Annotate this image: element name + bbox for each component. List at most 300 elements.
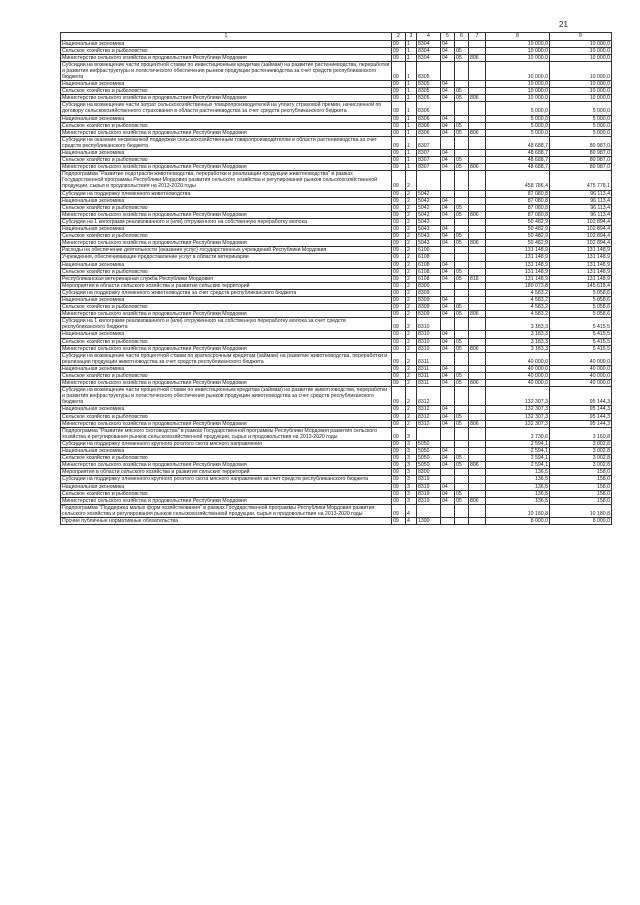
row-label: Субсидии на возмещение части процентной ставки по инвестиционным кредитам (займам) на развитие животноводства, переработки и развития инфраструктуры и логистического обеспечения рынков продукции животноводства за счет средств республиканского бюджета (61, 387, 392, 406)
row-expense-type (469, 476, 486, 483)
table-row (61, 296, 612, 303)
row-label: Республиканская ветеринарная служба Республики Мордовия (61, 275, 392, 282)
row-subsection-code (455, 448, 469, 455)
row-subsection-code: 05 (455, 380, 469, 387)
row-target-code: 8300 (417, 469, 441, 476)
row-program-code: 1 (406, 129, 417, 136)
row-amount-2015: 5 000,0 (486, 115, 550, 122)
row-amount-2016: 102 894,4 (550, 240, 612, 247)
row-label: Сельское хозяйство и рыболовство (61, 204, 392, 211)
row-amount-2016: 80 987,0 (550, 150, 612, 157)
row-program-code: 2 (406, 365, 417, 372)
table-row (61, 469, 612, 476)
row-expense-type: 806 (469, 311, 486, 318)
row-amount-2016: 95 144,3 (550, 420, 612, 427)
row-section-code: 04 (441, 261, 455, 268)
row-ministry-code: 09 (392, 504, 406, 517)
table-row (61, 218, 612, 225)
row-section-code: 04 (441, 490, 455, 497)
row-expense-type (469, 318, 486, 331)
row-program-code: 1 (406, 122, 417, 129)
row-amount-2015: 131 148,9 (486, 261, 550, 268)
row-section-code (441, 427, 455, 440)
row-program-code: 2 (406, 275, 417, 282)
row-amount-2015: 3 183,3 (486, 331, 550, 338)
row-subsection-code (455, 81, 469, 88)
row-expense-type (469, 427, 486, 440)
row-amount-2015: 2 594,1 (486, 448, 550, 455)
row-section-code: 04 (441, 406, 455, 413)
row-amount-2015: 50 482,9 (486, 226, 550, 233)
row-target-code: 6108 (417, 268, 441, 275)
row-program-code: 2 (406, 282, 417, 289)
row-expense-type (469, 88, 486, 95)
row-amount-2016: 5 415,5 (550, 338, 612, 345)
row-subsection-code: 05 (455, 420, 469, 427)
row-expense-type: 806 (469, 129, 486, 136)
row-expense-type (469, 247, 486, 254)
row-amount-2016: 5 000,0 (550, 102, 612, 115)
table-row (61, 171, 612, 190)
row-amount-2015: 136,5 (486, 476, 550, 483)
row-program-code: 2 (406, 406, 417, 413)
row-subsection-code (455, 517, 469, 524)
row-amount-2016: 10 000,0 (550, 47, 612, 54)
row-section-code: 04 (441, 373, 455, 380)
row-amount-2016: 102 894,4 (550, 233, 612, 240)
row-ministry-code: 09 (392, 476, 406, 483)
row-ministry-code: 09 (392, 373, 406, 380)
row-target-code: 8319 (417, 483, 441, 490)
table-row (61, 61, 612, 80)
row-section-code (441, 254, 455, 261)
row-expense-type (469, 102, 486, 115)
row-target-code: 8305 (417, 95, 441, 102)
table-row (61, 476, 612, 483)
row-program-code: 2 (406, 233, 417, 240)
row-label: Министерство сельского хозяйства и продовольствия Республики Мордовия (61, 311, 392, 318)
row-ministry-code: 09 (392, 226, 406, 233)
row-expense-type: 806 (469, 95, 486, 102)
row-expense-type: 806 (469, 345, 486, 352)
table-row (61, 455, 612, 462)
row-program-code: 2 (406, 218, 417, 225)
row-amount-2016: 96 113,4 (550, 197, 612, 204)
table-row (61, 497, 612, 504)
row-section-code (441, 476, 455, 483)
row-program-code: 1 (406, 150, 417, 157)
row-subsection-code: 05 (455, 204, 469, 211)
row-program-code: 2 (406, 311, 417, 318)
row-program-code: 3 (406, 476, 417, 483)
row-section-code (441, 282, 455, 289)
row-target-code: 8311 (417, 352, 441, 365)
row-amount-2015: 5 000,0 (486, 122, 550, 129)
row-label: Национальная экономика (61, 226, 392, 233)
row-amount-2015: 2 594,1 (486, 462, 550, 469)
row-amount-2015: 131 148,9 (486, 247, 550, 254)
row-target-code: 8310 (417, 338, 441, 345)
row-label: Субсидии на возмещение части затрат сельскохозяйственных товаропроизводителей на уплату страховой премии, начисленной по договору сельскохозяйственного страхования в области растениеводства за счет средств республиканского бюджета (61, 102, 392, 115)
row-expense-type (469, 504, 486, 517)
row-target-code: 8312 (417, 387, 441, 406)
table-row (61, 373, 612, 380)
header-cell: 2 (392, 33, 406, 41)
header-cell: 3 (406, 33, 417, 41)
row-amount-2016: 10 000,0 (550, 81, 612, 88)
row-section-code: 04 (441, 296, 455, 303)
row-amount-2015: 50 482,9 (486, 218, 550, 225)
row-section-code (441, 218, 455, 225)
row-subsection-code (455, 331, 469, 338)
row-label: Национальная экономика (61, 448, 392, 455)
row-label: Субсидии на поддержку племенного животноводства (61, 190, 392, 197)
row-program-code: 1 (406, 40, 417, 47)
row-program-code: 1 (406, 157, 417, 164)
table-row (61, 490, 612, 497)
row-subsection-code: 05 (455, 311, 469, 318)
row-amount-2016: 10 180,8 (550, 504, 612, 517)
row-label: Субсидии на возмещение части процентной ставки по инвестиционным кредитам (займам) на развитие растениеводства, переработки и развития инфраструктуры и логистического обеспечения рынков продукции растениеводства за счет средств республиканского бюджета (61, 61, 392, 80)
row-label: Сельское хозяйство и рыболовство (61, 157, 392, 164)
row-amount-2015: 458 786,4 (486, 171, 550, 190)
row-section-code: 04 (441, 497, 455, 504)
row-subsection-code (455, 226, 469, 233)
row-amount-2016: 158,0 (550, 490, 612, 497)
row-amount-2016: 80 987,0 (550, 136, 612, 149)
row-amount-2016: 3 002,8 (550, 448, 612, 455)
row-amount-2016: 40 000,0 (550, 373, 612, 380)
row-program-code: 3 (406, 469, 417, 476)
row-target-code: 8304 (417, 54, 441, 61)
row-program-code: 2 (406, 352, 417, 365)
row-amount-2016: 40 000,0 (550, 380, 612, 387)
row-expense-type (469, 40, 486, 47)
row-program-code: 2 (406, 211, 417, 218)
row-amount-2015: 131 148,9 (486, 275, 550, 282)
row-label: Национальная экономика (61, 406, 392, 413)
row-subsection-code (455, 261, 469, 268)
row-ministry-code: 09 (392, 406, 406, 413)
row-section-code: 04 (441, 455, 455, 462)
row-target-code: 8300 (417, 282, 441, 289)
row-program-code: 4 (406, 517, 417, 524)
row-expense-type (469, 115, 486, 122)
row-ministry-code: 09 (392, 483, 406, 490)
row-subsection-code: 05 (455, 211, 469, 218)
table-row (61, 150, 612, 157)
row-expense-type (469, 197, 486, 204)
row-subsection-code (455, 136, 469, 149)
row-amount-2016: 40 000,0 (550, 365, 612, 372)
row-label: Сельское хозяйство и рыболовство (61, 122, 392, 129)
row-section-code (441, 190, 455, 197)
table-row (61, 233, 612, 240)
row-ministry-code: 09 (392, 204, 406, 211)
row-ministry-code: 09 (392, 455, 406, 462)
row-program-code: 1 (406, 102, 417, 115)
row-ministry-code: 09 (392, 469, 406, 476)
row-target-code: 6100 (417, 247, 441, 254)
row-program-code: 2 (406, 338, 417, 345)
row-amount-2016: 80 987,0 (550, 157, 612, 164)
row-section-code (441, 136, 455, 149)
table-row (61, 254, 612, 261)
row-amount-2016: 96 113,4 (550, 204, 612, 211)
row-label: Субсидии на оказание несвязанной поддержки сельскохозяйственным товаропроизводителям в области растениеводства за счет средств республиканского бюджета (61, 136, 392, 149)
table-row (61, 261, 612, 268)
table-row (61, 226, 612, 233)
row-section-code: 04 (441, 88, 455, 95)
row-label: Сельское хозяйство и рыболовство (61, 88, 392, 95)
row-amount-2016: 5 000,0 (550, 115, 612, 122)
row-program-code: 1 (406, 61, 417, 80)
row-ministry-code: 09 (392, 54, 406, 61)
row-expense-type (469, 233, 486, 240)
row-ministry-code: 09 (392, 275, 406, 282)
row-expense-type (469, 81, 486, 88)
row-amount-2015: 10 000,0 (486, 47, 550, 54)
table-row (61, 338, 612, 345)
header-cell: 7 (469, 33, 486, 41)
row-expense-type (469, 171, 486, 190)
row-target-code: 8310 (417, 318, 441, 331)
row-expense-type (469, 282, 486, 289)
table-row (61, 247, 612, 254)
header-cell: 4 (417, 33, 441, 41)
row-section-code: 04 (441, 331, 455, 338)
table-row (61, 122, 612, 129)
row-amount-2016: 5 000,0 (550, 122, 612, 129)
row-ministry-code: 09 (392, 129, 406, 136)
row-subsection-code: 05 (455, 373, 469, 380)
row-amount-2015: 48 688,7 (486, 150, 550, 157)
row-ministry-code: 09 (392, 413, 406, 420)
row-label: Подпрограмма "Развитие подотрасли животноводства, переработки и реализации продукции животноводства" в рамках Государственной программы Республики Мордовия развития сельского хозяйства и регулирования рынков сельскохозяйственной продукции, сырья и продовольствия на 2013-2020 годы (61, 171, 392, 190)
row-target-code: 8306 (417, 122, 441, 129)
row-expense-type (469, 331, 486, 338)
budget-table (60, 32, 612, 525)
row-target-code: 8311 (417, 373, 441, 380)
row-ministry-code: 09 (392, 427, 406, 440)
row-amount-2016: 3 160,8 (550, 427, 612, 440)
row-label: Сельское хозяйство и рыболовство (61, 455, 392, 462)
row-subsection-code (455, 427, 469, 440)
row-amount-2016: 96 113,4 (550, 190, 612, 197)
row-expense-type (469, 204, 486, 211)
row-amount-2015: 40 000,0 (486, 365, 550, 372)
row-subsection-code: 05 (455, 129, 469, 136)
row-program-code: 2 (406, 296, 417, 303)
table-row (61, 380, 612, 387)
row-amount-2016: 5 058,6 (550, 311, 612, 318)
row-label: Министерство сельского хозяйства и продовольствия Республики Мордовия (61, 420, 392, 427)
row-program-code: 1 (406, 88, 417, 95)
row-expense-type: 806 (469, 462, 486, 469)
row-ministry-code: 09 (392, 517, 406, 524)
row-section-code: 04 (441, 462, 455, 469)
row-label: Национальная экономика (61, 81, 392, 88)
row-target-code: 5043 (417, 218, 441, 225)
row-section-code: 04 (441, 197, 455, 204)
row-amount-2016: 131 148,9 (550, 261, 612, 268)
row-label: Субсидии на поддержку племенного животноводства за счет средств республиканского бюджета (61, 289, 392, 296)
row-amount-2015: 10 000,0 (486, 54, 550, 61)
row-subsection-code (455, 440, 469, 447)
row-expense-type (469, 47, 486, 54)
row-target-code: 8319 (417, 476, 441, 483)
row-subsection-code (455, 476, 469, 483)
row-amount-2015: 136,5 (486, 483, 550, 490)
row-amount-2015: 10 000,0 (486, 61, 550, 80)
row-target-code: 8311 (417, 380, 441, 387)
row-ministry-code: 09 (392, 197, 406, 204)
row-section-code (441, 289, 455, 296)
row-amount-2015: 132 307,3 (486, 420, 550, 427)
row-amount-2015: 131 148,9 (486, 268, 550, 275)
row-target-code: 8307 (417, 157, 441, 164)
row-program-code: 1 (406, 115, 417, 122)
row-subsection-code (455, 483, 469, 490)
table-row (61, 115, 612, 122)
row-ministry-code: 09 (392, 440, 406, 447)
row-ministry-code: 09 (392, 218, 406, 225)
row-amount-2015: 132 307,3 (486, 406, 550, 413)
table-row (61, 88, 612, 95)
row-amount-2015: 48 688,7 (486, 157, 550, 164)
row-target-code: 8311 (417, 365, 441, 372)
row-expense-type (469, 289, 486, 296)
row-expense-type (469, 190, 486, 197)
row-amount-2016: 3 002,8 (550, 462, 612, 469)
row-label: Учреждения, обеспечивающие предоставление услуг в области ветеринарии (61, 254, 392, 261)
table-row (61, 47, 612, 54)
row-ministry-code: 09 (392, 164, 406, 171)
row-target-code: 8307 (417, 150, 441, 157)
row-expense-type (469, 122, 486, 129)
row-target-code: 5042 (417, 211, 441, 218)
row-target-code: 6108 (417, 254, 441, 261)
row-label: Национальная экономика (61, 261, 392, 268)
row-target-code: 8312 (417, 420, 441, 427)
row-ministry-code: 09 (392, 345, 406, 352)
row-expense-type: 806 (469, 420, 486, 427)
row-target-code: 6108 (417, 261, 441, 268)
row-amount-2015: 40 000,0 (486, 380, 550, 387)
row-program-code: 4 (406, 504, 417, 517)
row-subsection-code: 05 (455, 413, 469, 420)
row-section-code: 04 (441, 47, 455, 54)
row-program-code: 2 (406, 240, 417, 247)
row-section-code (441, 352, 455, 365)
row-subsection-code (455, 102, 469, 115)
row-ministry-code: 09 (392, 81, 406, 88)
row-ministry-code: 09 (392, 190, 406, 197)
row-label: Министерство сельского хозяйства и продовольствия Республики Мордовия (61, 462, 392, 469)
row-expense-type (469, 373, 486, 380)
row-amount-2015: 48 688,7 (486, 136, 550, 149)
row-label: Сельское хозяйство и рыболовство (61, 373, 392, 380)
row-subsection-code (455, 296, 469, 303)
row-subsection-code (455, 218, 469, 225)
row-amount-2016: 158,0 (550, 497, 612, 504)
row-label: Сельское хозяйство и рыболовство (61, 268, 392, 275)
row-subsection-code (455, 469, 469, 476)
row-program-code: 2 (406, 345, 417, 352)
row-amount-2015: 132 307,3 (486, 413, 550, 420)
page-number: 21 (559, 20, 568, 29)
table-row (61, 318, 612, 331)
row-section-code: 04 (441, 157, 455, 164)
row-program-code: 2 (406, 304, 417, 311)
row-label: Субсидии на 1 килограмм реализованного и (или) отгруженного на собственную переработку молока за счет средств республиканского бюджета (61, 318, 392, 331)
row-subsection-code (455, 40, 469, 47)
row-target-code: 8309 (417, 289, 441, 296)
row-ministry-code: 09 (392, 115, 406, 122)
row-program-code: 2 (406, 268, 417, 275)
row-amount-2015: 136,5 (486, 497, 550, 504)
row-target-code: 8309 (417, 296, 441, 303)
row-amount-2016: 131 148,9 (550, 268, 612, 275)
table-row (61, 345, 612, 352)
table-row (61, 311, 612, 318)
row-label: Министерство сельского хозяйства и продовольствия Республики Мордовия (61, 164, 392, 171)
row-section-code (441, 102, 455, 115)
row-section-code: 04 (441, 150, 455, 157)
row-program-code: 3 (406, 427, 417, 440)
row-amount-2016: 131 148,9 (550, 254, 612, 261)
row-amount-2015: 40 000,0 (486, 352, 550, 365)
row-amount-2016: 10 000,0 (550, 88, 612, 95)
row-amount-2016: 80 987,0 (550, 164, 612, 171)
header-cell: 9 (550, 33, 612, 41)
row-subsection-code (455, 247, 469, 254)
row-target-code: 8307 (417, 136, 441, 149)
row-label: Сельское хозяйство и рыболовство (61, 47, 392, 54)
row-ministry-code: 09 (392, 261, 406, 268)
row-amount-2016: 10 000,0 (550, 61, 612, 80)
row-amount-2015: 180 073,8 (486, 282, 550, 289)
row-ministry-code: 09 (392, 352, 406, 365)
table-row (61, 331, 612, 338)
row-target-code: 5042 (417, 197, 441, 204)
row-label: Расходы на обеспечение деятельности (оказание услуг) государственных учреждений Республики Мордовия (61, 247, 392, 254)
row-label: Национальная экономика (61, 115, 392, 122)
row-amount-2015: 3 183,3 (486, 318, 550, 331)
row-label: Национальная экономика (61, 483, 392, 490)
row-amount-2016: 95 144,3 (550, 413, 612, 420)
row-label: Подпрограмма "Развитие мясного скотоводства" в рамках Государственной программы Республики Мордовия развития сельского хозяйства и регулирования рынков сельскохозяйственной продукции, сырья и продовольствия на 2013-2020 годы (61, 427, 392, 440)
row-ministry-code: 09 (392, 387, 406, 406)
row-program-code: 2 (406, 413, 417, 420)
row-section-code (441, 387, 455, 406)
row-label: Сельское хозяйство и рыболовство (61, 413, 392, 420)
row-section-code: 04 (441, 338, 455, 345)
row-expense-type (469, 483, 486, 490)
row-program-code: 2 (406, 254, 417, 261)
row-program-code: 1 (406, 95, 417, 102)
row-ministry-code: 09 (392, 171, 406, 190)
row-target-code: 8310 (417, 345, 441, 352)
row-target-code: 5042 (417, 190, 441, 197)
row-subsection-code (455, 387, 469, 406)
row-program-code: 2 (406, 197, 417, 204)
table-row (61, 406, 612, 413)
row-amount-2016: 10 000,0 (550, 54, 612, 61)
row-program-code: 1 (406, 164, 417, 171)
row-program-code: 3 (406, 448, 417, 455)
row-amount-2015: 50 482,9 (486, 233, 550, 240)
